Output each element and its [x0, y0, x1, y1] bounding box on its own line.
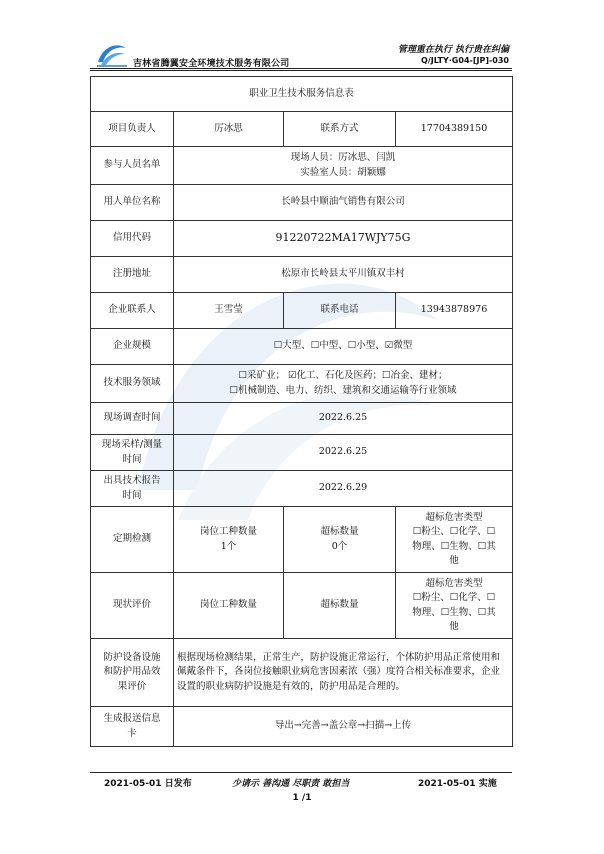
- survey-time-label: 现场调查时间: [91, 403, 174, 435]
- credit-code-value: 91220722MA17WJY75G: [174, 221, 513, 257]
- report-time-label-2: 时间: [122, 489, 142, 501]
- credit-code-label: 信用代码: [91, 221, 174, 257]
- periodic-hazard-4: 他: [449, 554, 459, 566]
- sampling-time-label-1: 现场采样/测量: [101, 439, 163, 451]
- periodic-hazard-3: 物理、☐生物、☐其: [412, 540, 496, 552]
- company-logo-icon: [95, 38, 129, 70]
- field-line-2: ☐机械制造、电力、纺织、建筑和交通运输等行业领域: [229, 384, 457, 396]
- publish-date: 2021-05-01 日发布: [104, 779, 192, 789]
- scale-label: 企业规模: [91, 329, 174, 365]
- project-leader-value: 厉冰思: [174, 112, 284, 147]
- protect-label-3: 果评价: [117, 680, 147, 692]
- status-hazard-2: ☐粉尘、☐化学、☐: [412, 592, 496, 604]
- page-number: 1 /1: [292, 793, 312, 803]
- phone-value: 13943878976: [396, 293, 513, 329]
- address-value: 松原市长岭县太平川镇双丰村: [174, 257, 513, 293]
- participants-field: 现场人员：厉冰思、闫凯: [290, 152, 396, 164]
- document-number: Q/JLTY·G04-[JP]-030: [421, 56, 509, 65]
- employer-value: 长岭县中顺油气销售有限公司: [174, 185, 513, 221]
- periodic-exceed: [284, 507, 396, 573]
- periodic-posts-value: 1个: [220, 540, 237, 552]
- employer-label: 用人单位名称: [91, 185, 174, 221]
- header-divider: [90, 68, 512, 69]
- periodic-exceed-value: 0个: [331, 540, 348, 552]
- phone-label: 联系电话: [284, 293, 396, 329]
- sampling-time-label: [91, 435, 174, 471]
- report-time-label: [91, 471, 174, 507]
- status-hazard: [396, 573, 513, 639]
- card-label-2: 卡: [127, 727, 137, 739]
- report-time-label-1: 出具技术报告: [103, 475, 161, 487]
- field-label: 技术服务领域: [91, 365, 174, 403]
- header-slogan: 管理重在执行 执行贵在纠偏: [397, 45, 509, 55]
- status-hazard-3: 物理、☐生物、☐其: [412, 606, 496, 618]
- card-text: 导出→完善→盖公章→扫描→上传: [174, 707, 513, 747]
- sampling-time-value: 2022.6.25: [174, 435, 513, 471]
- status-hazard-1: 超标危害类型: [425, 578, 483, 589]
- participants-lab: 实验室人员：胡颖娜: [300, 166, 386, 178]
- status-exceed-label: 超标数量: [284, 573, 396, 639]
- enterprise-contact-value: 王雪莹: [174, 293, 284, 329]
- participants-value: [174, 147, 513, 185]
- header-divider-2: [90, 70, 512, 71]
- project-leader-label: 项目负责人: [91, 112, 174, 147]
- scale-value: ☐大型、☐中型、☐小型、☑微型: [174, 329, 513, 365]
- periodic-label: 定期检测: [91, 507, 174, 573]
- contact-value: 17704389150: [396, 112, 513, 147]
- protect-text: 根据现场检测结果，正常生产，防护设施正常运行，个体防护用品正常使用和佩戴条件下，各岗位接触职业病危害因素浓（强）度符合相关标准要求，企业设置的职业病防护设施是有效的，防护用品是合理的。: [174, 639, 513, 707]
- participants-label: 参与人员名单: [91, 147, 174, 185]
- address-label: 注册地址: [91, 257, 174, 293]
- sampling-time-label-2: 时间: [122, 453, 142, 465]
- protect-label-2: 和防护用品效: [103, 666, 161, 678]
- footer-divider: [90, 772, 512, 773]
- enterprise-contact-label: 企业联系人: [91, 293, 174, 329]
- periodic-posts-label: 岗位工种数量: [199, 526, 257, 538]
- card-label-1: 生成报送信息: [103, 713, 161, 725]
- contact-label: 联系方式: [284, 112, 396, 147]
- survey-time-value: 2022.6.25: [174, 403, 513, 435]
- footer-motto: 少请示 善沟通 尽职责 敢担当: [232, 779, 350, 789]
- periodic-hazard-1: 超标危害类型: [425, 512, 483, 523]
- periodic-hazard: [396, 507, 513, 573]
- periodic-exceed-label: 超标数量: [320, 526, 359, 538]
- company-name: 吉林省腾翼安全环境技术服务有限公司: [133, 59, 290, 69]
- card-label: [91, 707, 174, 747]
- protect-label-1: 防护设备设施: [103, 652, 161, 664]
- field-value: [174, 365, 513, 403]
- report-time-value: 2022.6.29: [174, 471, 513, 507]
- field-line-1: ☐采矿业； ☑化工、石化及医药；☐冶金、建材；: [238, 370, 448, 382]
- info-table: [90, 76, 513, 747]
- periodic-posts: [174, 507, 284, 573]
- status-hazard-4: 他: [449, 620, 459, 632]
- status-label: 现状评价: [91, 573, 174, 639]
- status-posts-label: 岗位工种数量: [174, 573, 284, 639]
- periodic-hazard-2: ☐粉尘、☐化学、☐: [412, 526, 496, 538]
- table-title: 职业卫生技术服务信息表: [91, 77, 513, 112]
- protect-label: [91, 639, 174, 707]
- implement-date: 2021-05-01 实施: [418, 779, 497, 789]
